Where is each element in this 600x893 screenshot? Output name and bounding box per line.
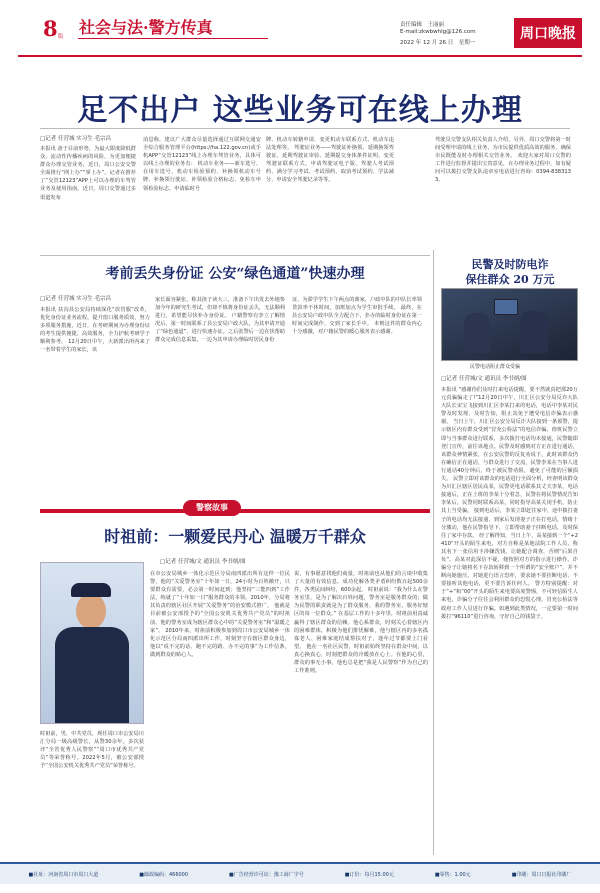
newspaper-logo: 周口晚报 (514, 18, 582, 48)
date-label: 2022 年 12 月 26 日 星期一 (400, 40, 476, 46)
article1-col1: 本报讯 备于目前形势，为最大限度降低群众、流动性传播疾病的风险，为更加便捷群众办理交管业务，近日，周口公安交警全面推行“网上办”“掌上办”，记者在推荐了“交管12123”APP上可以办理的车驾管业务及使用指南。近日，周口交警通过多渠道发布 (40, 146, 136, 201)
police-call-photo (441, 288, 578, 361)
article2-col1: 本报讯 扶沟县公安局持续深化“放管服”改革，优化身份证业务流程，提升窗口服务质效，努力多项服务措施，近日，在考研期间为办理身份证的考生提供便捷、高效服务，全力护航考研学子顺利参考。 12月20日中午，大新派出所内来了一名带着学生的家长，该 (40, 307, 150, 354)
footer-bar (0, 862, 600, 884)
editor-label: 责任编辑 王丽丽 (400, 22, 445, 28)
right-body: 本报讯 “感谢你们及时打来电话提醒，要不然就真把那20万元真骗骗走了!”12月20日中午，川汇区公安分局反诈大队大队长宋宝飞接到川汇区李某打来的电话，电话中李某对民警及时发现、及时告知，阻止其免于遭受电信诈骗表示感谢。 当日上午，川汇区公安分局反诈大队接到一条预警，提示辖区内有群众受到“冒充公检法”的电信诈骗。值班民警立即与当事群众进行联系，多次拨打电话均未接通，民警随即登门宣传，前往该地点。民警及时感到对方正在进行通话，该群众神情紧张，在公安民警的反复劝说下，此时该群众仍在确信正在通话，与群众进行了交流，民警李某在当事人进行通话40分钟后，终于被民警劝阻，避免了可能的巨额损失。 民警立即对该群众的电话进行全面分析，经查明该群众为川汇区辖区居民高某，民警更电话联系其丈夫李某，电话接通后，正在上班的李某十分着急，民警在将民警情况告知李某后，民警同时联系高某，同时指导高某关闭手机，防止其上当受骗。 接到电话后，李某立即赶往家中，途中拨打妻子的电话均无法接通，到家后发现妻子正在打电话，情绪十分激动，他在民警指导下，立即帮助妻子挂断电话，及时保住了家中存款。 经了解得知，当日上午，高某接到一个“+2410”开头的陌生来电，对方自称是某地法院工作人员，称其名下一张信用卡涉嫌洗钱，让她配合调查，否则“后果自负”。高某对此深信不疑，便按照对方的指示进行操作。诈骗分子让她将名下存款转移到一个所谓的“安全账户”，并不断向她施压，对她进行语言恐吓，要求她不要挂断电话、不要接听其他电话，更不要告诉任何人。 警方特别提醒：对于“+”和“00”开头的陌生来电要高度警惕，不可轻信陌生人来电，诈骗分子往往会利用群众的恐慌心理，冒充公检法等政府工作人员进行诈骗。如遇到此类情况，一定要第一时间拨打“96110”进行咨询，守好自己的钱袋子。 (441, 387, 578, 620)
article1-col4: 驾驶员交警支队相关负责人介绍，另外，周口交警将第一时间受理申请的线上业务，为市民提供优质高效的服务，确保市民既能及时办理相关交管业务。 欢迎大家对周口交警的工作进行监督并提出宝贵意见，在办理业务过程中，如有疑问可以拨打交警支队违章室电话进行咨询：0394-8383133。 (435, 137, 571, 184)
article3-col1: 在市公安局城乡一体化示范区分局南四派出所有这样一位民警，他的“关爱警务室”十年如一日，24小时为百姓敞开，只要群众有需要，必会第一时间赶到；他坚持“三能四到”工作法，练就了“十年如一日”服务群众的本领。2010年，分局将其负责的辖区社区开展“关爱警务”的治安模式推广。 他就是目前被公安部授予的“全国公安机关优秀共产党员”的时祖前。他的警务室成为辖区群众心中的“关爱警务室”和“温暖之家”。 2010年来，时祖前积极参加到周口市公安局城乡一体化示范区分局南四派出所工作，时刻坚守在辖区群众身边，他以“说不完的话、跑不完的路、办不完的事”为工作信条，做到群众的贴心人。 (150, 571, 290, 658)
right-headline-line2: 保住群众 20 万元 (465, 273, 555, 286)
article2-col2: 家长面容紧张，称其孩子读大三，准备下午出发去外地参加今年的研究生考试，但却不慎将身份证丢失，无法顺利进行，希望能尽快补办身份证。 户籍警察有李立了解情况后，第一时间联系了县公安局户政大队，为其申请开通了“绿色通道”，进行快速办证。之后张警后一边在快帮助群众完成信息采集，一边为其申请办理临时居民身份 (155, 297, 285, 344)
article1-rule (40, 255, 430, 256)
story-tag: 警察故事 (183, 500, 241, 516)
footer-item: ■印刷：周口日报社印刷厂 (511, 871, 572, 878)
article1-col3: 牌、机动车转籍申请、变更机动车联系方式、机动车违法处理等。 驾驶证业务——驾驶证补换领、延期换领驾驶证、延期驾驶证审验、延期提交身体条件证明、变更驾驶证联系方式、申请驾驶证电子版、驾驶人考试预约、满分学习考试、考试预约、取消考试预约、学法减分、申请安全驾驶记录等等。 (266, 137, 394, 184)
section-title: 社会与法·警方传真 (79, 18, 213, 37)
article2-byline: □记者 任营城 实习生 毛宗昌 (40, 296, 111, 302)
masthead (0, 0, 600, 62)
right-column-rule (433, 250, 434, 855)
article1-byline: □记者 任营城 实习生 毛宗昌 (40, 136, 111, 142)
article1-col2: 消息称，建议广大群众尽量选择通过互联网交通安全综合服务管理平台(https://ha.122.gov.cn)或手机APP“交管12123”线上办理车驾管业务，具体可以线上办理的业务有： 机动车业务——新车选号、在用车选号、机动车检验预约、补换领机动车号牌、补换领行驶证、补领检验合格标志、免检车申领检验标志、申请临时号 (143, 137, 261, 192)
uniform-icon (55, 627, 129, 723)
portrait-caption: 时祖前，男，中共党员，现任周口市公安局川汇分局一级高级警长，从警30余年。多次获评“全省优秀人民警察”“周口市优秀共产党员”等荣誉称号。2022年5月，被公安部授予“全国公安机关优秀共产党员”荣誉称号。 (40, 731, 144, 770)
footer-item: ■订价：每月15.00元 (344, 871, 394, 878)
monitor-icon (494, 299, 518, 315)
masthead-rule (78, 38, 268, 39)
article3-col2: 说，有事愿意找他们商量，时祖前也从他们的言谈中收集了大量的有效信息，成功化解各类矛盾纠纷数百起500余件，各类民间纠纷，600余起。 时祖前说：“我为什么在警务室里，是为了解决百姓问题，警务室是服务群众的；做为民警的职责就是为了群众服务，我的警务室，服务好辖区的每一位群众。” 在基层工作的十多年里，时祖前用真诚赢得了辖区群众的信赖。他心系群众，时刻关心着辖区内的困难群体，积极为他们排忧解难，他与辖区内的多名孤寡老人、困难家庭结成帮扶对子，逢年过节都要上门看望。 他在一名社区民警，时祖前始终坚持在群众中间，以真心换真心，时刻把群众的冷暖放在心上。在他的心里，群众的事无小事，他也总是把“我是人民警察”作为自己的工作准则。 (294, 571, 428, 675)
article2-col3: 证，为滞学学生下午两点的离家，户政中队的中队长率领贷款率不休时间，加班加点为学生审批手续。 最终，在县公安局户政中队全力配合下，扑办的临时身份证在第一时间完成制作，交到了家长手中。 本则这件的群众内心十分感激，对户籍民警的暖心服务表示感谢。 (292, 297, 422, 336)
headline-rule (40, 128, 570, 129)
head-icon (76, 593, 106, 629)
page-suffix: 版 (58, 34, 64, 40)
article3-byline: □记者 任营城/文 通讯员 李书炳/图 (160, 559, 246, 565)
page-number: 8 (43, 16, 58, 41)
right-photo-caption: 民警电话阻止群众受骗 (470, 364, 521, 370)
footer-item: ■零售：1.00元 (434, 871, 471, 878)
article2-headline: 考前丢失身份证 公安“绿色通道”快速办理 (105, 266, 365, 282)
footer-item: ■广告经营许可证：豫工商广字号 (229, 871, 304, 878)
email-label: E-mail:zkwbwhlg@126.com (400, 29, 476, 35)
right-byline: □记者 任营城/文 通讯员 李书炳/图 (441, 376, 527, 382)
cap-icon (71, 583, 111, 597)
article3-headline: 时祖前：一颗爱民丹心 温暖万千群众 (104, 527, 366, 546)
officer-figure-icon (520, 311, 548, 353)
top-divider (18, 55, 582, 57)
officer-portrait (40, 562, 144, 724)
officer-figure-icon (464, 313, 490, 353)
main-headline: 足不出户 这些业务可在线上办理 (77, 93, 523, 128)
footer-item: ■社址：河南省周口市周口大道 (28, 871, 99, 878)
right-headline-line1: 民警及时防电诈 (471, 258, 549, 271)
footer-item: ■邮政编码：466000 (139, 871, 189, 878)
